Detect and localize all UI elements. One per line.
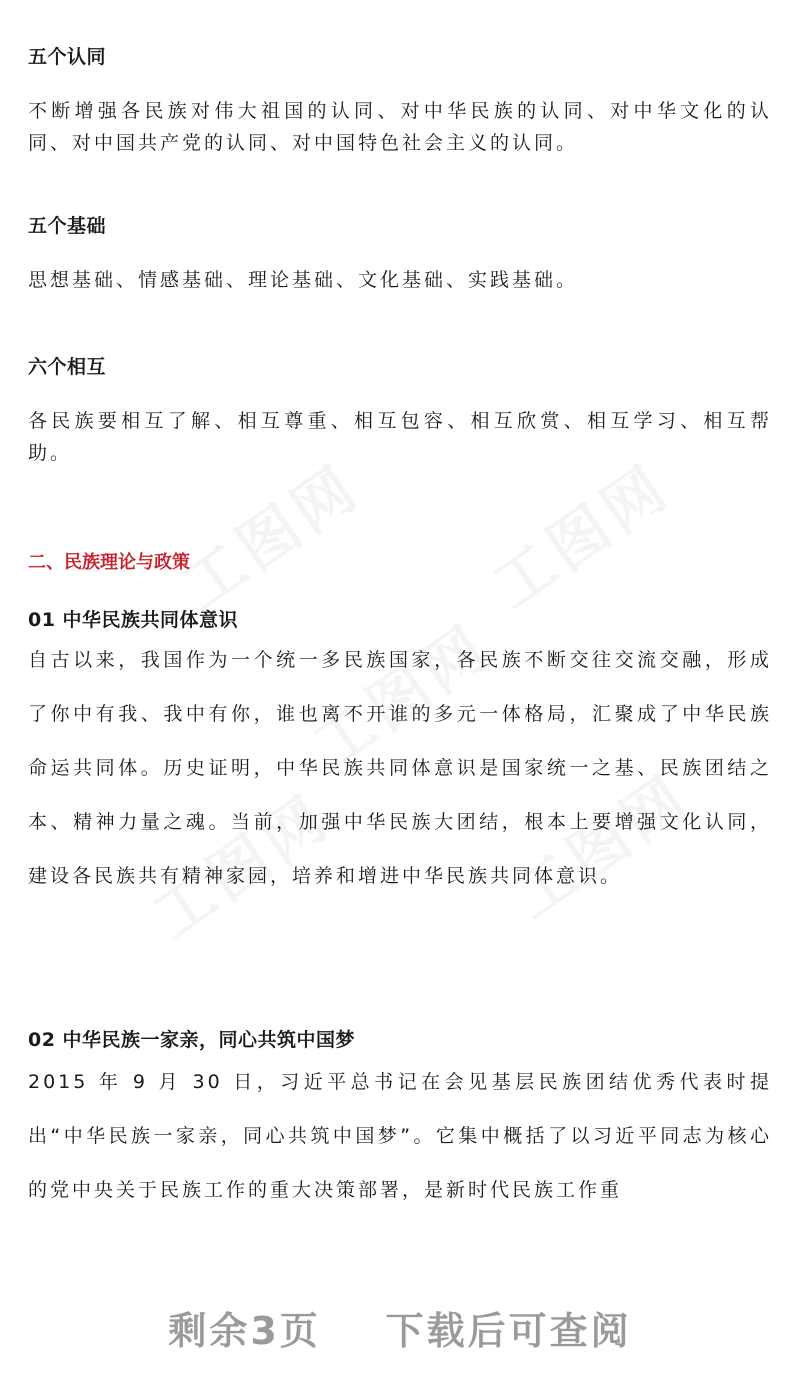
section-heading-six-mutuals: 六个相互 (28, 356, 107, 378)
part-title: 二、民族理论与政策 (28, 552, 190, 573)
download-prompt: 剩余3页 下载后可查阅 (168, 1309, 632, 1353)
item-heading-02: 02 中华民族一家亲，同心共筑中国梦 (28, 1029, 356, 1051)
item-body-02: 2015 年 9 月 30 日，习近平总书记在会见基层民族团结优秀代表时提出“中华民族一家亲，同心共筑中国梦”。它集中概括了以习近平同志为核心的党中央关于民族工作的重大决策部署，是新时代民族工作重 (28, 1071, 772, 1201)
section-heading-five-identities: 五个认同 (28, 46, 107, 68)
section-heading-five-foundations: 五个基础 (28, 215, 107, 237)
section-body-five-foundations: 思想基础、情感基础、理论基础、文化基础、实践基础。 (28, 269, 579, 291)
item-heading-01: 01 中华民族共同体意识 (28, 609, 239, 631)
section-body-six-mutuals: 各民族要相互了解、相互尊重、相互包容、相互欣赏、相互学习、相互帮助。 (28, 410, 772, 464)
section-body-five-identities: 不断增强各民族对伟大祖国的认同、对中华民族的认同、对中华文化的认同、对中国共产党的认同、对中国特色社会主义的认同。 (28, 100, 772, 154)
item-body-01: 自古以来，我国作为一个统一多民族国家，各民族不断交往交流交融，形成了你中有我、我中有你，谁也离不开谁的多元一体格局，汇聚成了中华民族命运共同体。历史证明，中华民族共同体意识是国家统一之基、民族团结之本、精神力量之魂。当前，加强中华民族大团结，根本上要增强文化认同，建设各民族共有精神家园，培养和增进中华民族共同体意识。 (28, 649, 772, 887)
